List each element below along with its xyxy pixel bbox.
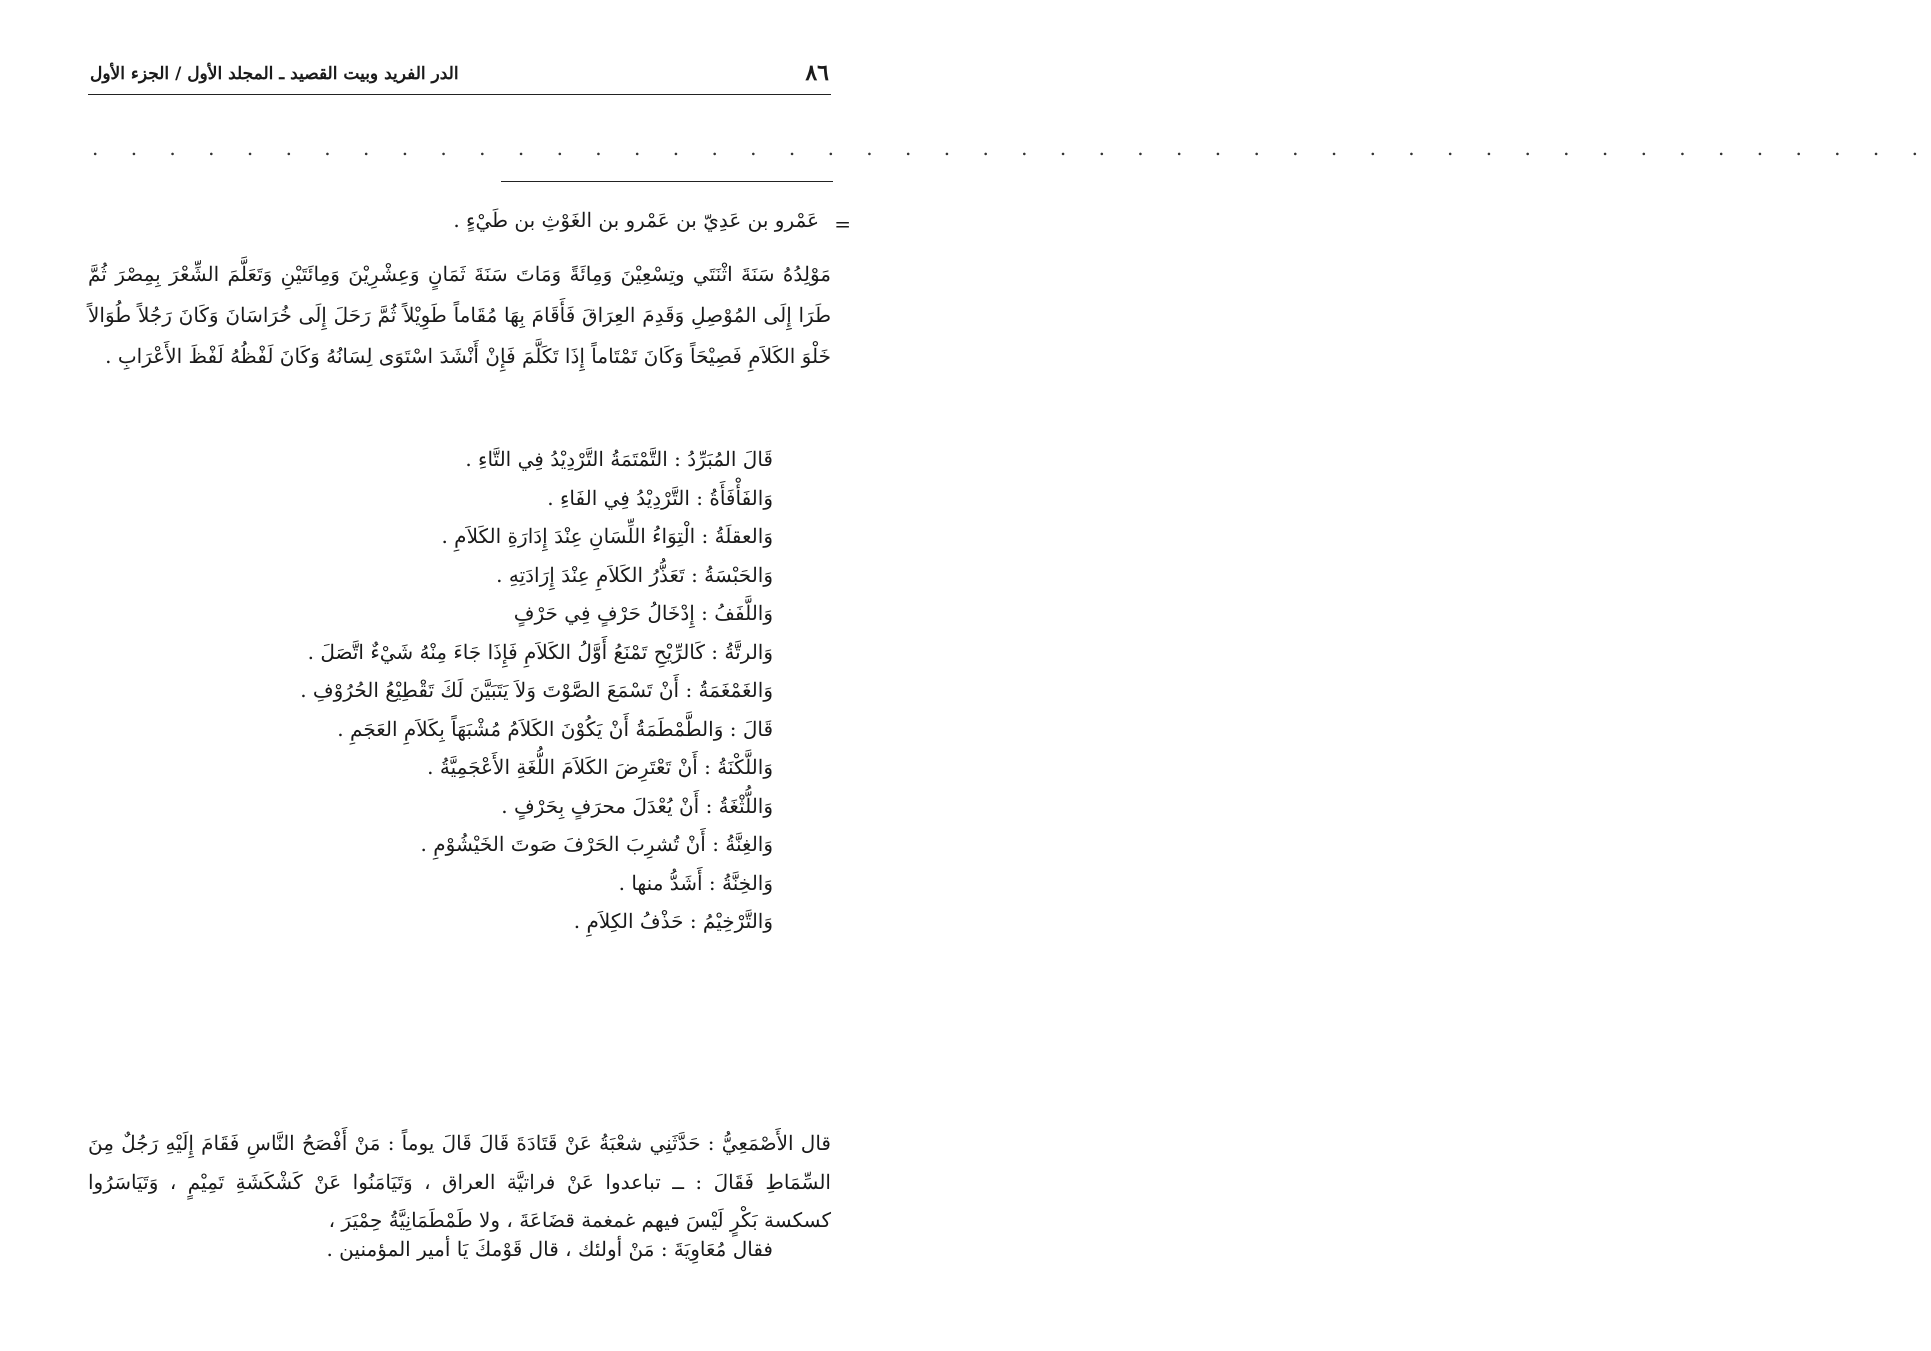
definition-item: وَاللُّثْغَةُ : أَنْ يُعْدَلَ محرَفٍ بِحَرْفٍ . <box>501 793 773 818</box>
definitions-list <box>88 440 773 941</box>
running-title: الدر الفريد وبيت القصيد ـ المجلد الأول / الجزء الأول <box>90 64 459 84</box>
continuation-mark: = <box>834 212 851 236</box>
definition-item: وَالفَأْفَأَةُ : التَّرْدِيْدُ فِي الفَاءِ . <box>547 485 773 510</box>
dotted-separator: . . . . . . . . . . . . . . . . . . . . . . . . . . . . . . . . . . . . . . . . . . . . . . . . <box>92 136 1931 160</box>
asmai-paragraph: قال الأَصْمَعِيُّ : حَدَّثَنِي شعْبَةُ عَنْ قَتَادَةَ قَالَ قَالَ يوماً : مَنْ أَفْصَحُ النَّاسِ فَقَامَ إِلَيْهِ رَجُلٌ مِنَ السِّمَاطِ فَقَالَ : ــ تباعدوا عَنْ فراتيَّة العراق ، وَتَيَامَنُوا عَنْ كَشْكَشَةِ تَمِيْمٍ ، وَتَيَاسَرُوا كسكسة بَكْرٍ لَيْسَ فيهم غمغمة قضَاعَةَ ، ولا طَمْطَمَانِيَّةُ حِمْيَرَ ، <box>88 1131 831 1232</box>
page-number: ٨٦ <box>805 60 829 86</box>
definition-item: وَاللَّكْنَةُ : أَنْ تَعْتَرِضَ الكَلاَمَ اللُّغَةِ الأَعْجَمِيَّةُ . <box>427 755 773 779</box>
definition-item: وَالتَّرْخِيْمُ : حَذْفُ الكِلاَمِ . <box>573 909 773 933</box>
definition-item: قَالَ المُبَرِّدُ : التَّمْتَمَةُ التَّرْدِيْدُ فِي التَّاءِ . <box>465 447 773 471</box>
definition-item: وَالرتَّةُ : كَالرِّيْحِ تَمْنَعُ أَوَّلُ الكَلاَمِ فَإِذَا جَاءَ مِنْهُ شَيْءٌ اتَّصَلَ . <box>307 639 773 664</box>
definition-item: وَالحَبْسَةُ : تَعَذُّرُ الكَلاَمِ عِنْدَ إِرَادَتِهِ . <box>496 562 773 587</box>
closing-line: فقال مُعَاوِيَةَ : مَنْ أولئك ، قال قَوْمكَ يَا أمير المؤمنين . <box>326 1237 773 1261</box>
definition-item: وَالعقلَةُ : الْتِوَاءُ اللِّسَانِ عِنْدَ إِدَارَةِ الكَلاَمِ . <box>441 524 773 548</box>
footnote-rule <box>501 181 833 182</box>
definition-item: قَالَ : وَالطَّمْطَمَةُ أَنْ يَكُوْنَ الكَلاَمُ مُشْبَهَاً بِكَلاَمِ العَجَمِ . <box>337 716 773 741</box>
definition-item: وَاللَّفَفُ : إِدْخَالُ حَرْفٍ فِي حَرْفٍ <box>513 601 773 625</box>
lead-line: عَمْرو بن عَدِيّ بن عَمْرو بن الغَوْثِ بن طَيْءٍ . <box>453 208 819 232</box>
definition-item: وَالغِنَّةُ : أَنْ تُشرِبَ الحَرْفَ صَوتَ الخَيْشُوْمِ . <box>420 832 773 856</box>
biography-paragraph: مَوْلِدُهُ سَنَةَ اثْنَتَي وتِسْعِيْنَ وَمِائَةً وَمَاتَ سَنَةَ ثَمَانٍ وَعِشْرِيْنَ وَمِائَتَيْنِ وَتَعَلَّمَ الشِّعْرَ بِمِصْرَ ثُمَّ طَرَا إِلَى المُوْصِلِ وَقَدِمَ العِرَاقَ فَأَقَامَ بِهَا مُقَاماً طَوِيْلاً ثُمَّ رَحَلَ إِلَى خُرَاسَانَ وَكَانَ رَجُلاً طُوَالاً خَلْوَ الكَلاَمِ فَصِيْحَاً وَكَانَ تَمْتَاماً إِذَا تَكَلَّمَ فَإِنْ أَنْشَدَ اسْتَوَى لِسَانُهُ وَكَانَ لَفْظُهُ لَفْظَ الأَعْرَابِ . <box>88 262 831 368</box>
definition-item: وَالغَمْغَمَةُ : أَنْ تَسْمَعَ الصَّوْتَ وَلاَ يَتَبَيَّنَ لَكَ تَقْطِيْعُ الحُرُوْفِ . <box>300 678 773 702</box>
definition-item: وَالخِنَّةُ : أَشَدُّ منها . <box>618 870 773 895</box>
page-header <box>88 58 831 95</box>
